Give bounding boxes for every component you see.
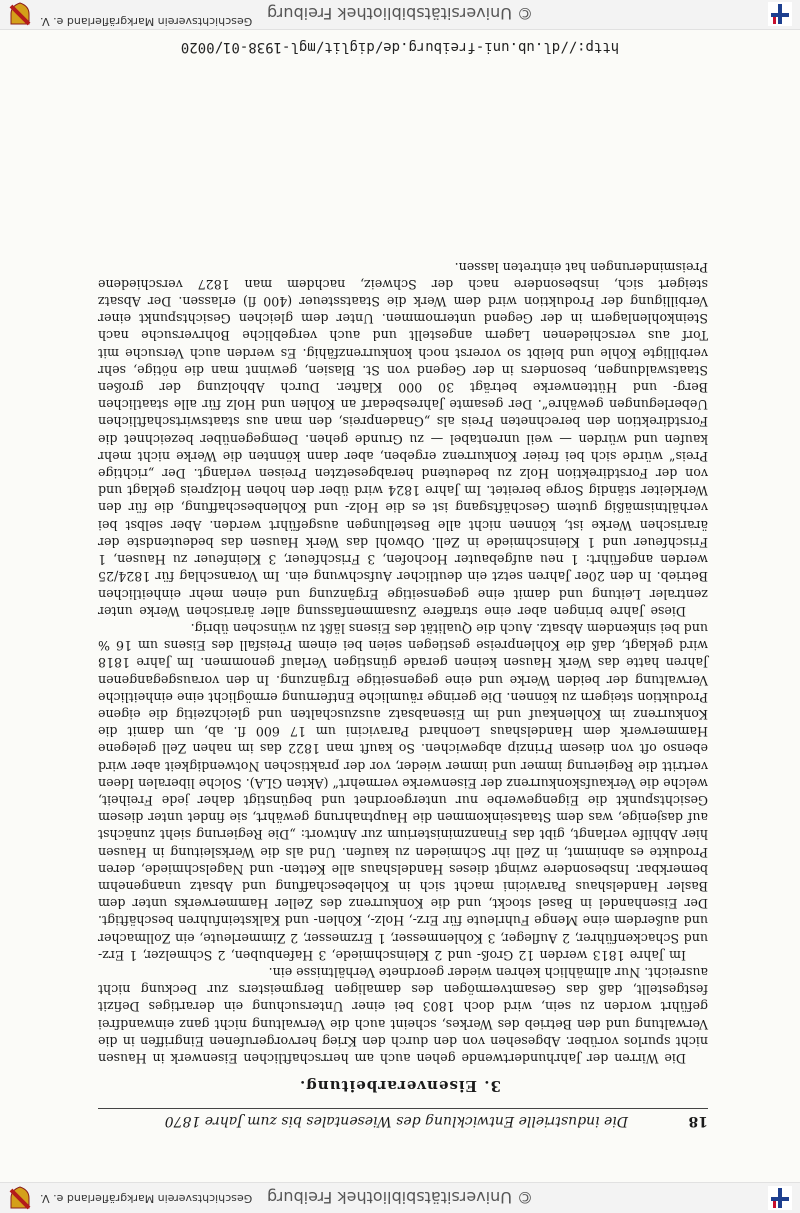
viewer-bottom-strip [0, 0, 800, 30]
coat-of-arms-icon [8, 2, 32, 26]
viewer-top-strip [0, 1182, 800, 1213]
copyright-text: © Universitätsbibliothek Freiburg [266, 1188, 534, 1207]
copyright-text: © Universitätsbibliothek Freiburg [266, 4, 534, 23]
coat-of-arms-icon [8, 1186, 32, 1210]
paragraph: Diese Jahre bringen aber eine straffere Zusammenfassung aller ärarischen Werke unter zentraler Leitung und damit eine gegenseitige Ergänzung und einen mehr einheitlichen Betrieb. In den 20er Jahren setzt ein deutlicher Aufschwung ein. Im Voranschlag für 1824/25 werden angeführt: 1 neu aufgebauter Hochofen, 3 Frischfeuer, 3 Kleinfeuer zu Hausen, 1 Frischfeuer und 1 Kleinschmiede in Zell. Obwohl das Werk Hausen das bedeutendste der ärarischen Werke ist, können nicht alle Bestellungen ausgeführt werden. Aber selbst bei verhältnismäßig gutem Geschäftsgang ist es die Holz- und Kohlenbeschaffung, die für den Werkleiter ständig Sorge bereitet. Im Jahre 1824 wird über den hohen Holzpreis geklagt und von der Forstdirektion Holz zu bedeutend herabgesetzten Preisen verlangt. Der „richtige Preis“ würde sich bei freier Konkurrenz ergeben, aber dann könnten die Werke nicht mehr kaufen und würden — weil unrentabel — zu Grunde gehen. Demgegenüber bezeichnet die Forstdirektion den berechneten Preis als „Gnadenpreis, den man aus staatswirtschaftlichen Ueberlegungen gewähre“. Der gesamte Jahresbedarf an Kohlen und Holz für alle staatlichen Berg- und Hüttenwerke beträgt 30 000 Klafter. Durch Abholzung der großen Staatswaldungen, besonders in der Gegend von St. Blasien, gewinnt man die nötige, sehr verbilligte Kohle und bleibt so vorerst noch konkurrenzfähig. Es werden auch Versuche mit Torf aus verschiedenen Lagern angestellt und auch vergebliche Bohrversuche nach Steinkohlenlagern in der Gegend unternommen. Unter dem gleichen Gesichtspunkt einer Verbilligung der Produktion wird dem Werk die Staatssteuer (400 fl) erlassen. Der Absatz steigert sich, insbesondere nach der Schweiz, nachdem man 1827 verschiedene Preisminderungen hat eintreten lassen. [98, 259, 708, 619]
partner-name: Geschichtsverein Markgräflerland e. V. [40, 1192, 253, 1205]
body-text [98, 258, 708, 1067]
partner-name: Geschichtsverein Markgräflerland e. V. [40, 15, 253, 28]
permalink-url[interactable]: http://dl.ub.uni-freiburg.de/diglit/mgl-1938-01/0020 [180, 39, 620, 55]
section-title: 3. Eisenverarbeitung. [299, 1077, 501, 1095]
paragraph: Im Jahre 1813 werden 12 Groß- und 2 Kleinschmiede, 3 Hafenbuben, 2 Schmelzer, 1 Erz- und Schackenführer, 2 Aufleger, 3 Kohlenmesser, 1 Erzmesser, 2 Zimmerleute, ein Zollmacher und außerdem eine Menge Fuhrleute für Erz-, Holz-, Kohlen- und Kalksteinfuhren beschäftigt. Der Eisenhandel in Basel stockt, und die Konkurrenz des Zeller Hammerwerks unter dem Basler Handelshaus Paravicini macht sich in Kohlebeschaffung und Absatz unangenehm bemerkbar. Insbesondere zwingt dieses Handelshaus alle Ketten- und Nagelschmiede, deren Produkte es abnimmt, in Zell ihr Schmieden zu kaufen. Und als die Werksleitung in Hausen hier Abhilfe verlangt, gibt das Finanzministerium zur Antwort: „Die Regierung sieht zunächst auf dasjenige, was dem Staatseinkommen die Hauptnahrung gewährt, sie findet unter diesem Gesichtspunkt die Eigengewerbe nur untergeordnet und begünstigt daher jede Freiheit, welche die Verkaufskonkurrenz der Eisenwerke vermehrt“ (Akten GLA). Solche liberalen Ideen vertritt die Regierung immer und immer wieder, vor der praktischen Notwendigkeit aber wird ebenso oft von diesem Prinzip abgewichen. So kauft man 1822 das im nahen Zell gelegene Hammerwerk dem Handelshaus Leonhard Paravicini um 17 600 fl. ab, um damit die Konkurrenz im Kohlenkauf und im Eisenabsatz auszuschalten und gleichzeitig die eigene Produktion steigern zu können. Die geringe räumliche Entfernung ermöglicht eine einheitliche Verwaltung der beiden Werke und eine gegenseitige Ergänzung. In den vorausgegangenen Jahren hatte das Werk Hausen keinen gerade günstigen Verlauf genommen. Im Jahre 1818 wird geklagt, daß die Kohlenpreise gestiegen seien bei einem Preisfall des Eisens um 16 % und bei sinkendem Absatz. Auch die Qualität des Eisens läßt zu wünschen übrig. [98, 620, 708, 963]
page-header [98, 1108, 708, 1131]
running-head: Die industrielle Entwicklung des Wiesentales bis zum Jahre 1870 [164, 1113, 628, 1129]
paragraph: Die Wirren der Jahrhundertwende gehen auch am herrschaftlichen Eisenwerk in Hausen nicht spurlos vorüber. Abgesehen von den durch den Krieg hervorgerufenen Eingriffen in die Verwaltung und den Betrieb des Werkes, scheint auch die Verwaltung nicht ganz einwandfrei geführt worden zu sein, wird doch 1803 bei einer Untersuchung ein derartiges Defizit festgestellt, daß das Gesamtvermögen des damaligen Bergmeisters zur Deckung nicht ausreicht. Nur allmählich kehren wieder geordnete Verhältnisse ein. [98, 964, 708, 1066]
page-number: 18 [688, 1113, 708, 1129]
